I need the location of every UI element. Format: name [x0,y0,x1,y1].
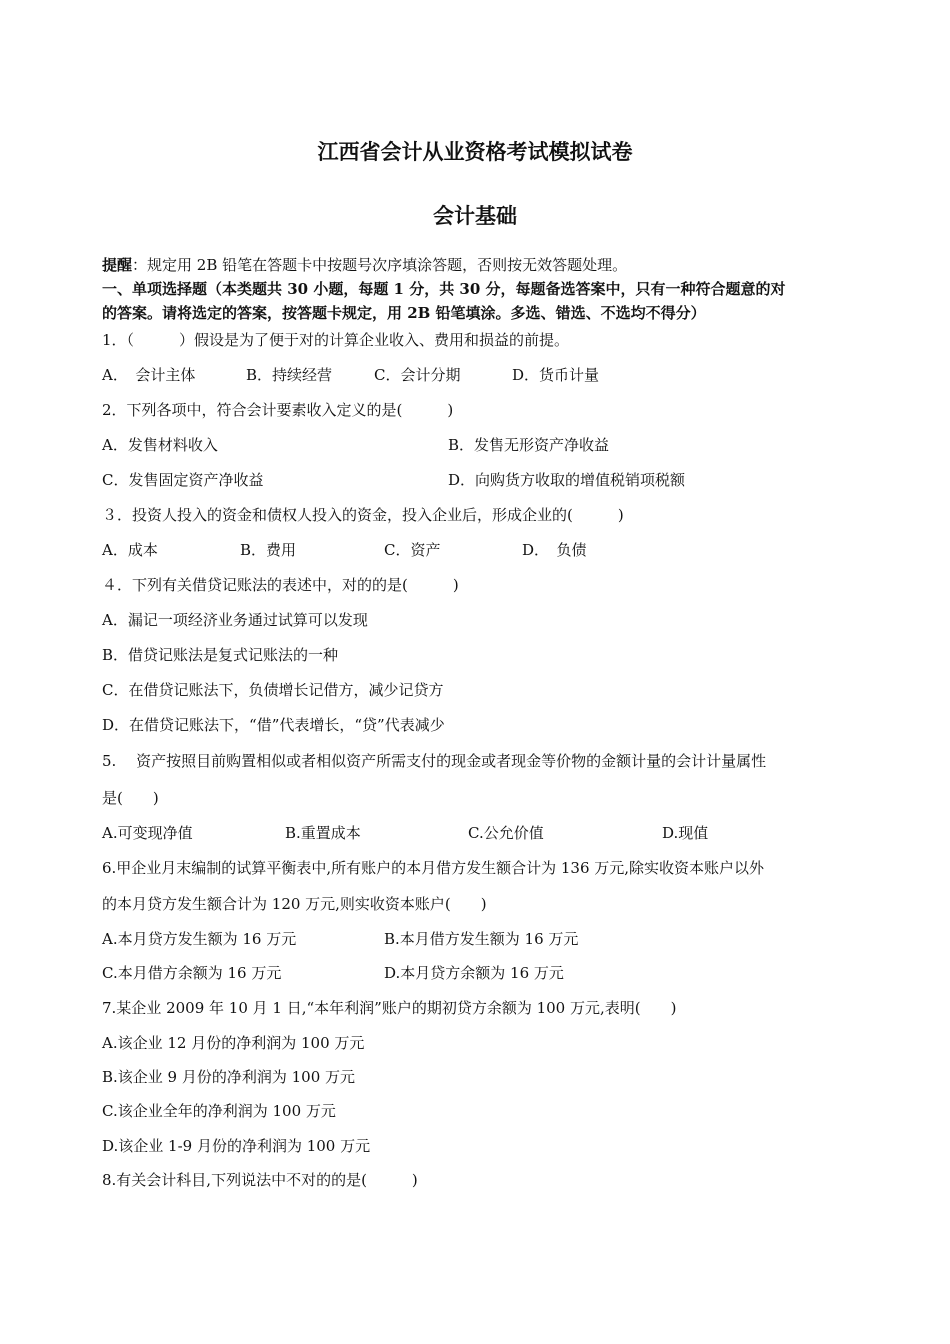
q4-stem: ４．下列有关借贷记账法的表述中，对的的是( ) [102,576,459,594]
q4-option-b: B．借贷记账法是复式记账法的一种 [102,646,339,664]
exam-title: 江西省会计从业资格考试模拟试卷 [317,140,633,164]
q7-option-d: D.该企业 1-9 月份的净利润为 100 万元 [102,1137,371,1155]
q5-stem-line1: 5. 资产按照目前购置相似或者相似资产所需支付的现金或者现金等价物的金额计量的会计计量属性 [102,752,767,770]
q3-option-d: D． 负债 [522,541,587,559]
q2-option-d: D．向购货方收取的增值税销项税额 [448,471,686,489]
section1-heading-line1: 一、单项选择题（本类题共 30 小题，每题 1 分，共 30 分，每题备选答案中，只有一种符合题意的对 [102,280,786,298]
q2-option-a: A．发售材料收入 [102,436,218,454]
q4-option-c: C．在借贷记账法下，负债增长记借方，减少记贷方 [102,681,444,699]
q6-option-d: D.本月贷方余额为 16 万元 [384,964,564,982]
reminder-text: ：规定用 2B 铅笔在答题卡中按题号次序填涂答题，否则按无效答题处理。 [132,256,628,274]
exam-subject: 会计基础 [433,204,517,228]
q7-stem: 7.某企业 2009 年 10 月 1 日,“本年利润”账户的期初贷方余额为 100 万元,表明( ) [102,999,677,1017]
q5-stem-line2: 是( ) [102,789,159,807]
q7-option-c: C.该企业全年的净利润为 100 万元 [102,1102,336,1120]
q5-option-c: C.公允价值 [468,824,544,842]
q4-option-a: A．漏记一项经济业务通过试算可以发现 [102,611,368,629]
q2-option-c: C．发售固定资产净收益 [102,471,264,489]
q3-stem: ３．投资人投入的资金和债权人投入的资金，投入企业后，形成企业的( ) [102,506,624,524]
q6-option-a: A.本月贷方发生额为 16 万元 [102,930,297,948]
q7-option-b: B.该企业 9 月份的净利润为 100 万元 [102,1068,356,1086]
q4-option-d: D．在借贷记账法下，“借”代表增长，“贷”代表减少 [102,716,445,734]
q8-stem: 8.有关会计科目,下列说法中不对的的是( ) [102,1171,418,1189]
q1-option-c: C．会计分期 [374,366,461,384]
q5-option-a: A.可变现净值 [102,824,193,842]
reminder-label: 提醒 [102,256,133,274]
q1-option-b: B．持续经营 [246,366,333,384]
q6-option-c: C.本月借方余额为 16 万元 [102,964,282,982]
q7-option-a: A.该企业 12 月份的净利润为 100 万元 [102,1034,365,1052]
q5-option-d: D.现值 [662,824,709,842]
q1-stem: 1．（ ）假设是为了便于对的计算企业收入、费用和损益的前提。 [102,331,570,349]
q6-stem-line2: 的本月贷方发生额合计为 120 万元,则实收资本账户( ) [102,895,487,913]
reminder [102,254,627,275]
q2-stem: 2．下列各项中，符合会计要素收入定义的是( ) [102,401,454,419]
q6-stem-line1: 6.甲企业月末编制的试算平衡表中,所有账户的本月借方发生额合计为 136 万元,除实收资本账户以外 [102,859,765,877]
q1-option-a: A． 会计主体 [102,366,196,384]
q3-option-b: B．费用 [240,541,297,559]
q3-option-a: A．成本 [102,541,158,559]
section1-heading-line2: 的答案。请将选定的答案，按答题卡规定，用 2B 铅笔填涂。多选、错选、不选均不得分） [102,304,706,322]
q5-option-b: B.重置成本 [285,824,361,842]
q2-option-b: B．发售无形资产净收益 [448,436,610,454]
q6-option-b: B.本月借方发生额为 16 万元 [384,930,579,948]
q1-option-d: D．货币计量 [512,366,600,384]
q3-option-c: C．资产 [384,541,441,559]
